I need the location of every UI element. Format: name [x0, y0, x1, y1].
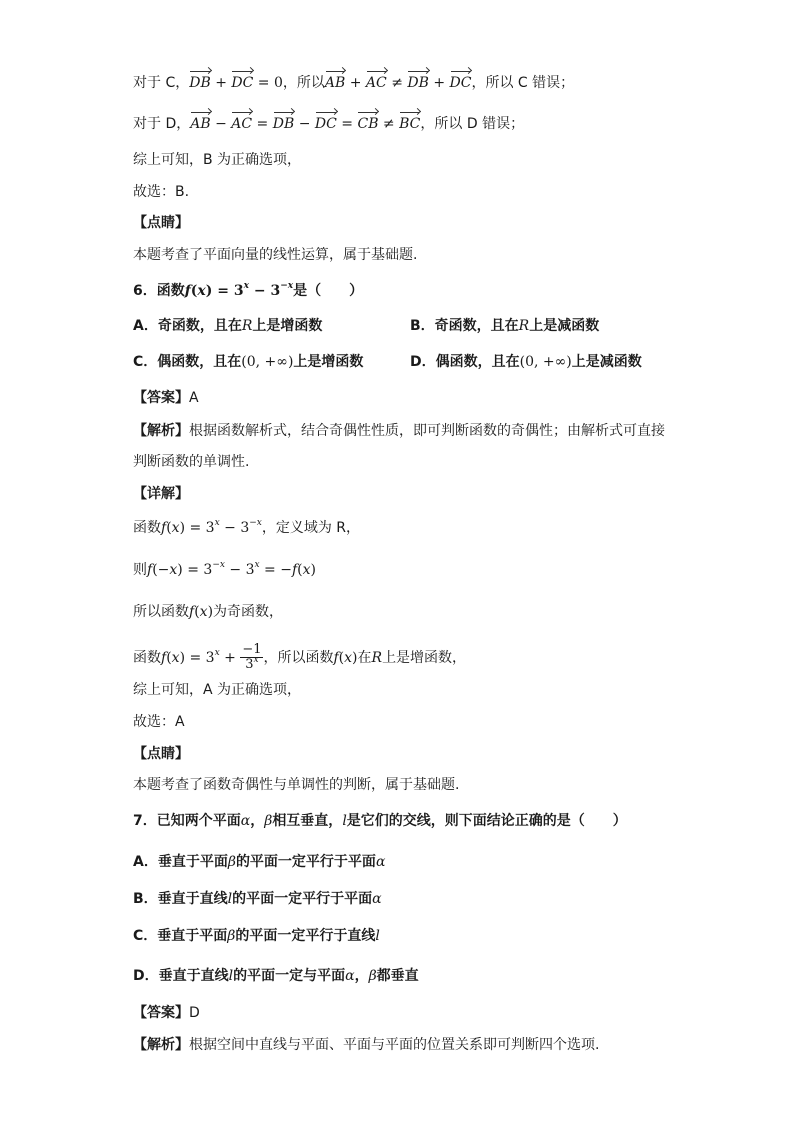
paren: ) [179, 520, 186, 536]
math-3: 3 [245, 657, 254, 672]
equals-sign: = [185, 650, 206, 666]
text: 的平面一定平行于平面 [232, 891, 373, 907]
answer-label: 【答案】 [133, 1005, 189, 1021]
text: 上是增函数， [382, 650, 467, 666]
math-x: x [302, 562, 311, 578]
math-x: x [171, 650, 180, 666]
text: 的平面一定平行于直线 [235, 928, 376, 944]
dianjing-label-6: 【点睛】 [133, 746, 189, 762]
text: 函数 [133, 650, 161, 666]
dianjing-6: 本题考查了函数奇偶性与单调性的判断，属于基础题. [133, 777, 460, 793]
exponent: x [214, 518, 220, 528]
detail-6-line-2 [133, 561, 316, 581]
math-beta: β [368, 968, 377, 984]
math-l: l [227, 891, 233, 907]
text: 6．函数 [133, 283, 185, 299]
text: 上是增函数 [252, 318, 323, 334]
paren: ) [205, 283, 213, 299]
not-equal-sign: ≠ [378, 116, 400, 132]
text: 函数 [133, 520, 161, 536]
vector-DC: DC [314, 116, 337, 132]
text: 的平面一定平行于平面 [235, 854, 376, 870]
text: ，所以 D 错误； [420, 116, 525, 132]
text: 上是减函数 [571, 354, 642, 370]
vector-DB: DB [272, 116, 295, 132]
text: 对于 C， [133, 75, 190, 91]
jiexi-label: 【解析】 [133, 423, 189, 439]
equals-sign: = [185, 520, 206, 536]
q7-option-b [133, 890, 382, 908]
math-alpha: α [345, 968, 355, 984]
detail-6-line-3 [133, 603, 283, 621]
math-f: f [161, 520, 167, 536]
math-3: 3 [233, 283, 244, 299]
vector-AB: AB [190, 116, 211, 132]
exponent: x [243, 281, 249, 291]
option-d-analysis [133, 115, 524, 133]
math-3: 3 [205, 520, 215, 536]
math-R: R [241, 318, 253, 334]
text: C．垂直于平面 [133, 928, 228, 944]
text: 在 [357, 650, 372, 666]
paren: ( [190, 283, 198, 299]
vector-AC: AC [365, 75, 387, 91]
detail-6-line-4 [133, 643, 466, 673]
math-neg-x: −x [157, 562, 178, 578]
text: ， [354, 968, 369, 984]
dianjing-label-5: 【点睛】 [133, 215, 189, 231]
math-interval: (0, +∞) [519, 354, 572, 370]
fraction [240, 643, 263, 673]
q7-option-d [133, 967, 419, 985]
math-beta: β [227, 928, 236, 944]
math-x: x [197, 283, 206, 299]
plus-sign: + [428, 75, 450, 91]
paren: ( [194, 604, 200, 620]
q6-option-b [410, 317, 599, 335]
exponent: −x [212, 560, 225, 570]
minus-sign: − [294, 116, 315, 132]
math-x: x [344, 650, 353, 666]
math-x: x [199, 604, 208, 620]
text: 根据空间中直线与平面、平面与平面的位置关系即可判断四个选项. [189, 1037, 600, 1053]
q7-option-c [133, 927, 380, 945]
answer-value: A [189, 390, 199, 406]
answer-5: 故选：B. [133, 184, 190, 200]
jiexi-6-line-2: 判断函数的单调性. [133, 454, 250, 470]
vector-DC: DC [449, 75, 472, 91]
text: B．垂直于直线 [133, 891, 228, 907]
equals-sign: = [182, 562, 204, 578]
text: 是（ ） [293, 283, 364, 299]
exponent: −x [249, 518, 262, 528]
text: 上是增函数 [293, 354, 364, 370]
math-alpha: α [375, 854, 386, 870]
fraction-numerator: −1 [242, 642, 262, 657]
answer-6 [133, 389, 199, 407]
math-beta: β [264, 813, 273, 829]
math-R: R [518, 318, 530, 334]
vector-BC: BC [399, 116, 421, 132]
math-alpha: α [240, 813, 251, 829]
text: 上是减函数 [529, 318, 600, 334]
question-6 [133, 282, 363, 302]
equals-sign: = [336, 116, 358, 132]
equals-sign: = [212, 283, 234, 299]
math-x: x [171, 520, 180, 536]
math-beta: β [227, 854, 236, 870]
q6-option-a [133, 317, 322, 335]
answer-7 [133, 1004, 200, 1022]
exponent: x [214, 648, 220, 658]
math-3: 3 [203, 562, 213, 578]
jiexi-7 [133, 1036, 599, 1054]
dianjing-5: 本题考查了平面向量的线性运算，属于基础题. [133, 247, 418, 263]
answer-label: 【答案】 [133, 390, 189, 406]
paren: ) [207, 604, 214, 620]
text: 对于 D， [133, 116, 191, 132]
text: 的平面一定与平面 [233, 968, 346, 984]
exponent: x [254, 560, 260, 570]
paren: ) [177, 562, 183, 578]
math-interval: (0, +∞) [241, 354, 294, 370]
option-c-analysis [133, 74, 574, 92]
text: ，所以 C 错误； [471, 75, 575, 91]
exponent: −x [280, 281, 294, 291]
text: ，定义域为 R， [261, 520, 361, 536]
equals-sign: = [252, 116, 273, 132]
minus-sign: − [210, 116, 232, 132]
vector-AB: AB [324, 75, 346, 91]
math-3: 3 [270, 283, 281, 299]
plus-sign: + [210, 75, 232, 91]
text: 相互垂直， [272, 813, 343, 829]
text: A．垂直于平面 [133, 854, 228, 870]
math-alpha: α [372, 891, 382, 907]
equals-zero: = 0 [253, 75, 283, 91]
vector-CB: CB [357, 116, 379, 132]
math-f: f [189, 604, 195, 620]
fraction-denominator [240, 655, 263, 673]
paren: ( [166, 650, 172, 666]
math-f: f [161, 650, 167, 666]
math-f: f [333, 650, 339, 666]
exponent: x [253, 655, 259, 665]
math-f: f [291, 562, 298, 578]
paren: ) [179, 650, 186, 666]
not-equal-sign: ≠ [386, 75, 408, 91]
plus-sign: + [219, 650, 241, 666]
xiangjie-label-6: 【详解】 [133, 486, 189, 502]
minus-sign: − [249, 283, 271, 299]
question-7 [133, 812, 627, 830]
math-3: 3 [245, 562, 255, 578]
text: 为奇函数， [213, 604, 284, 620]
vector-AC: AC [231, 116, 253, 132]
text: A．奇函数，且在 [133, 318, 242, 334]
math-3: 3 [205, 650, 215, 666]
text: 根据函数解析式，结合奇偶性性质，即可判断函数的奇偶性；由解析式可直接 [189, 423, 665, 439]
q6-option-d [410, 353, 642, 371]
minus-sign: − [280, 562, 292, 578]
math-l: l [228, 968, 234, 984]
summary-6: 综上可知，A 为正确选项， [133, 682, 302, 698]
jiexi-label: 【解析】 [133, 1037, 189, 1053]
answer-6-final: 故选：A [133, 714, 185, 730]
math-R: R [371, 650, 383, 666]
paren: ( [166, 520, 172, 536]
math-f: f [184, 283, 191, 299]
q6-option-c [133, 353, 363, 371]
text: C．偶函数，且在 [133, 354, 242, 370]
text: 是它们的交线，则下面结论正确的是（ ） [346, 813, 627, 829]
text: D．垂直于直线 [133, 968, 229, 984]
text: D．偶函数，且在 [410, 354, 520, 370]
detail-6-line-1 [133, 519, 360, 539]
vector-DB: DB [407, 75, 429, 91]
text: ，所以 [282, 75, 325, 91]
plus-sign: + [345, 75, 366, 91]
paren: ) [310, 562, 316, 578]
math-l: l [342, 813, 347, 829]
equals-sign: = [259, 562, 281, 578]
vector-DB: DB [189, 75, 211, 91]
text: 7．已知两个平面 [133, 813, 241, 829]
text: B．奇函数，且在 [410, 318, 519, 334]
text: 所以函数 [133, 604, 189, 620]
math-f: f [147, 562, 153, 578]
text: ， [250, 813, 265, 829]
vector-DC: DC [231, 75, 254, 91]
text: 都垂直 [376, 968, 419, 984]
paren: ( [297, 562, 303, 578]
summary-5: 综上可知，B 为正确选项， [133, 152, 302, 168]
q7-option-a [133, 853, 385, 871]
minus-sign: − [224, 562, 246, 578]
paren: ( [338, 650, 345, 666]
answer-value: D [189, 1005, 200, 1021]
math-3: 3 [240, 520, 250, 536]
minus-sign: − [219, 520, 241, 536]
paren: ( [152, 562, 158, 578]
text: 则 [133, 562, 147, 578]
text: ，所以函数 [263, 650, 334, 666]
paren: ) [352, 650, 358, 666]
math-l: l [375, 928, 380, 944]
jiexi-6-line-1 [133, 422, 665, 440]
